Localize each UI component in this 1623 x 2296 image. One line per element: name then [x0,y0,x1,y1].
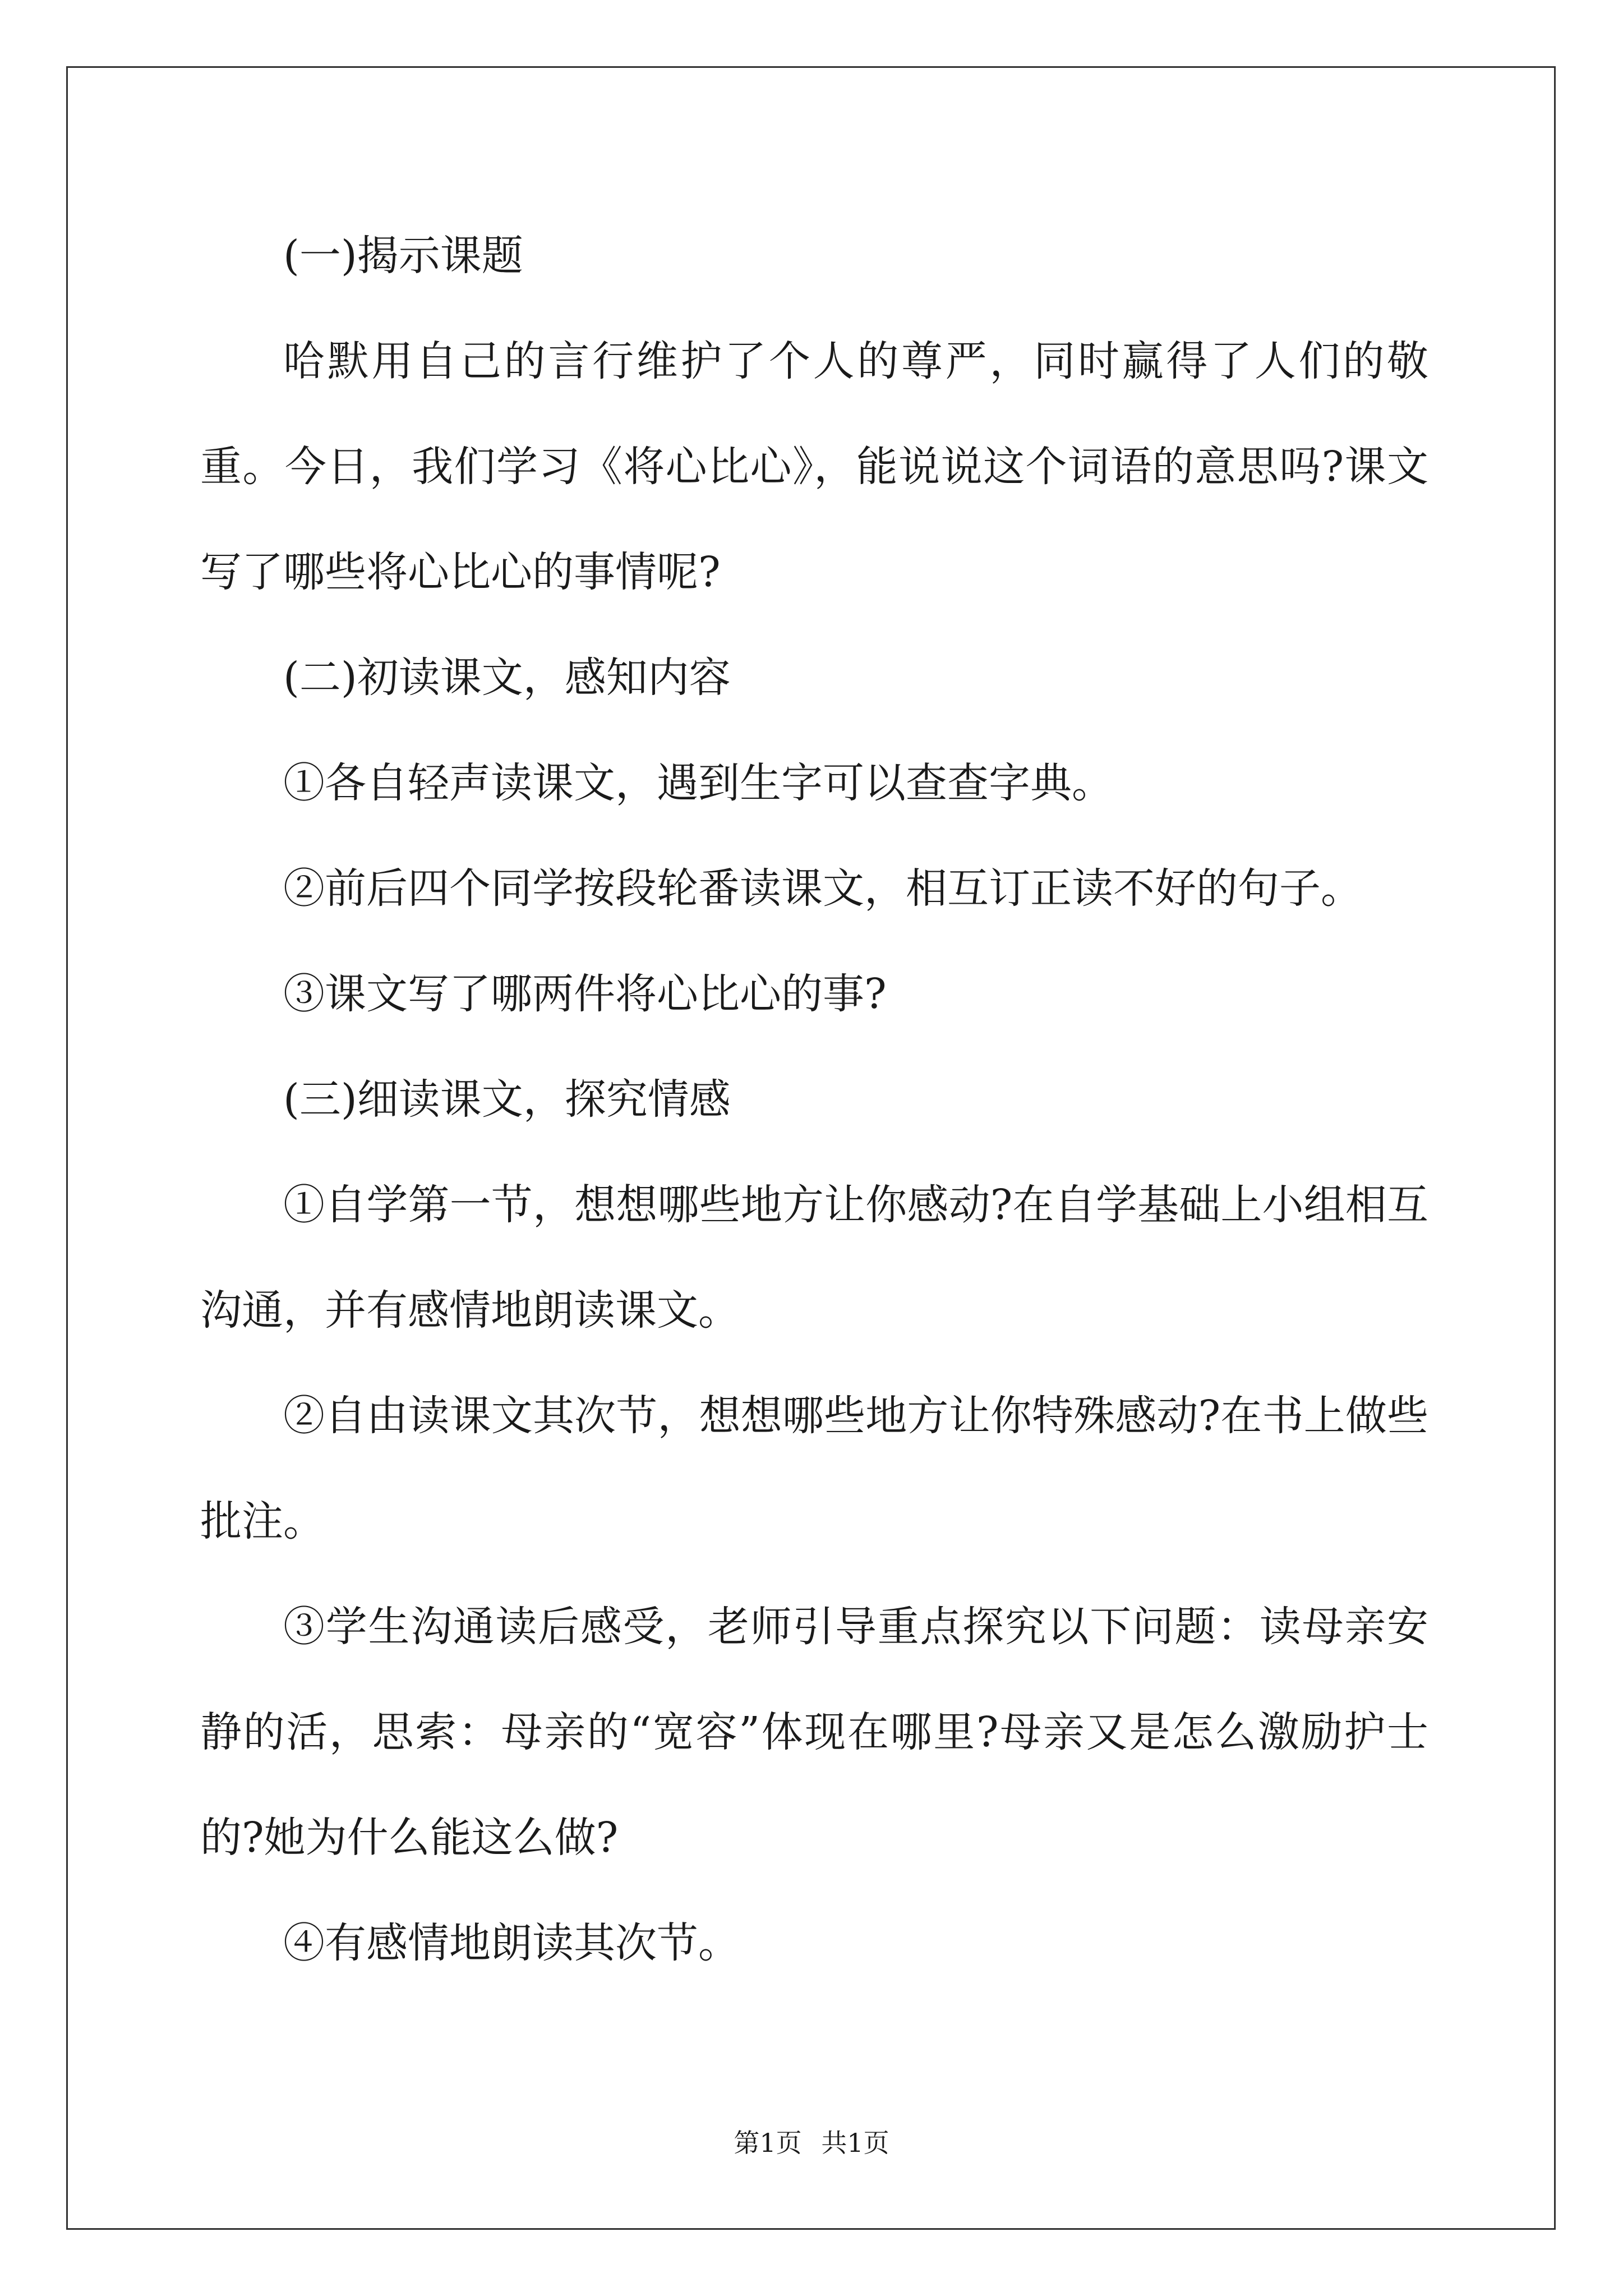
list-item-study-4: ④有感情地朗读其次节。 [283,1919,740,1967]
list-item-read-1: ①各自轻声读课文，遇到生字可以查查字典。 [283,759,1113,807]
page-number: 第1页 [734,2128,802,2158]
section-heading-1: (一)揭示课题 [283,232,523,280]
list-item-read-2: ②前后四个同学按段轮番读课文，相互订正读不好的句子。 [283,864,1362,913]
page-footer [0,2126,1623,2160]
paragraph-intro: 哈默用自己的言行维护了个人的尊严，同时赢得了人们的敬重。今日，我们学习《将心比心》，能说说这个词语的意思吗?课文写了哪些将心比心的事情呢? [200,337,1428,596]
section-heading-2: (二)初读课文，感知内容 [283,654,731,702]
list-item-study-2: ②自由读课文其次节，想想哪些地方让你特殊感动?在书上做些批注。 [200,1392,1428,1545]
list-item-study-1: ①自学第一节，想想哪些地方让你感动?在自学基础上小组相互沟通，并有感情地朗读课文。 [200,1181,1428,1335]
list-item-study-3: ③学生沟通读后感受，老师引导重点探究以下问题：读母亲安静的活，思索：母亲的“宽容”体现在哪里?母亲又是怎么激励护士的?她为什么能这么做? [200,1603,1428,1862]
list-item-read-3: ③课文写了哪两件将心比心的事? [283,970,887,1018]
section-heading-3: (三)细读课文，探究情感 [283,1075,731,1124]
page-total: 共1页 [821,2128,889,2158]
